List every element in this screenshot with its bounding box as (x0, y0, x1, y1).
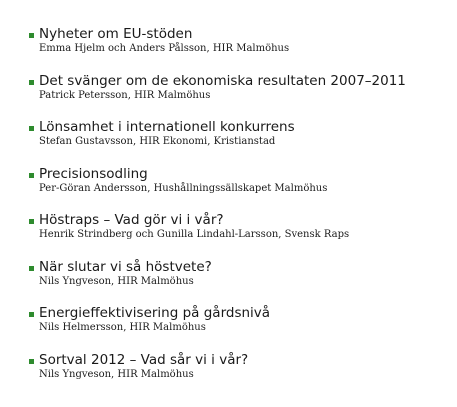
agenda-item-title: Nyheter om EU-stöden (39, 26, 193, 42)
agenda-item-title: När slutar vi så höstvete? (39, 258, 212, 275)
agenda-item (29, 166, 449, 213)
agenda-item-title: Höstraps – Vad gör vi i vår? (39, 212, 224, 228)
square-bullet-icon (29, 126, 34, 131)
agenda-item-title: Lönsamhet i internationell konkurrens (39, 119, 295, 135)
square-bullet-icon (29, 219, 34, 224)
agenda-item (29, 212, 449, 259)
agenda-item-speaker: Emma Hjelm och Anders Pålsson, HIR Malmöhus (39, 43, 290, 54)
agenda-item-speaker: Henrik Strindberg och Gunilla Lindahl-Larsson, Svensk Raps (39, 229, 350, 240)
agenda-item-speaker: Nils Yngveson, HIR Malmöhus (39, 275, 194, 287)
agenda-item-speaker: Nils Helmersson, HIR Malmöhus (39, 322, 206, 333)
square-bullet-icon (29, 359, 34, 364)
square-bullet-icon (29, 173, 34, 178)
agenda-item (29, 352, 449, 399)
square-bullet-icon (29, 266, 34, 271)
agenda-list (29, 26, 449, 398)
agenda-item-speaker: Stefan Gustavsson, HIR Ekonomi, Kristianstad (39, 136, 276, 147)
square-bullet-icon (29, 80, 34, 85)
agenda-item-speaker: Patrick Petersson, HIR Malmöhus (39, 89, 211, 101)
agenda-item-title: Precisionsodling (39, 165, 148, 182)
agenda-item-title: Det svänger om de ekonomiska resultaten 2007–2011 (39, 72, 406, 89)
agenda-item-speaker: Per-Göran Andersson, Hushållningssällskapet Malmöhus (39, 182, 328, 194)
agenda-item (29, 259, 449, 306)
square-bullet-icon (29, 312, 34, 317)
square-bullet-icon (29, 33, 34, 38)
agenda-item-speaker: Nils Yngveson, HIR Malmöhus (39, 368, 194, 380)
agenda-item-title: Energieffektivisering på gårdsnivå (39, 305, 271, 321)
agenda-item (29, 26, 449, 73)
agenda-item-title: Sortval 2012 – Vad sår vi i vår? (39, 351, 249, 368)
agenda-item (29, 73, 449, 120)
agenda-item (29, 119, 449, 166)
agenda-item (29, 305, 449, 352)
